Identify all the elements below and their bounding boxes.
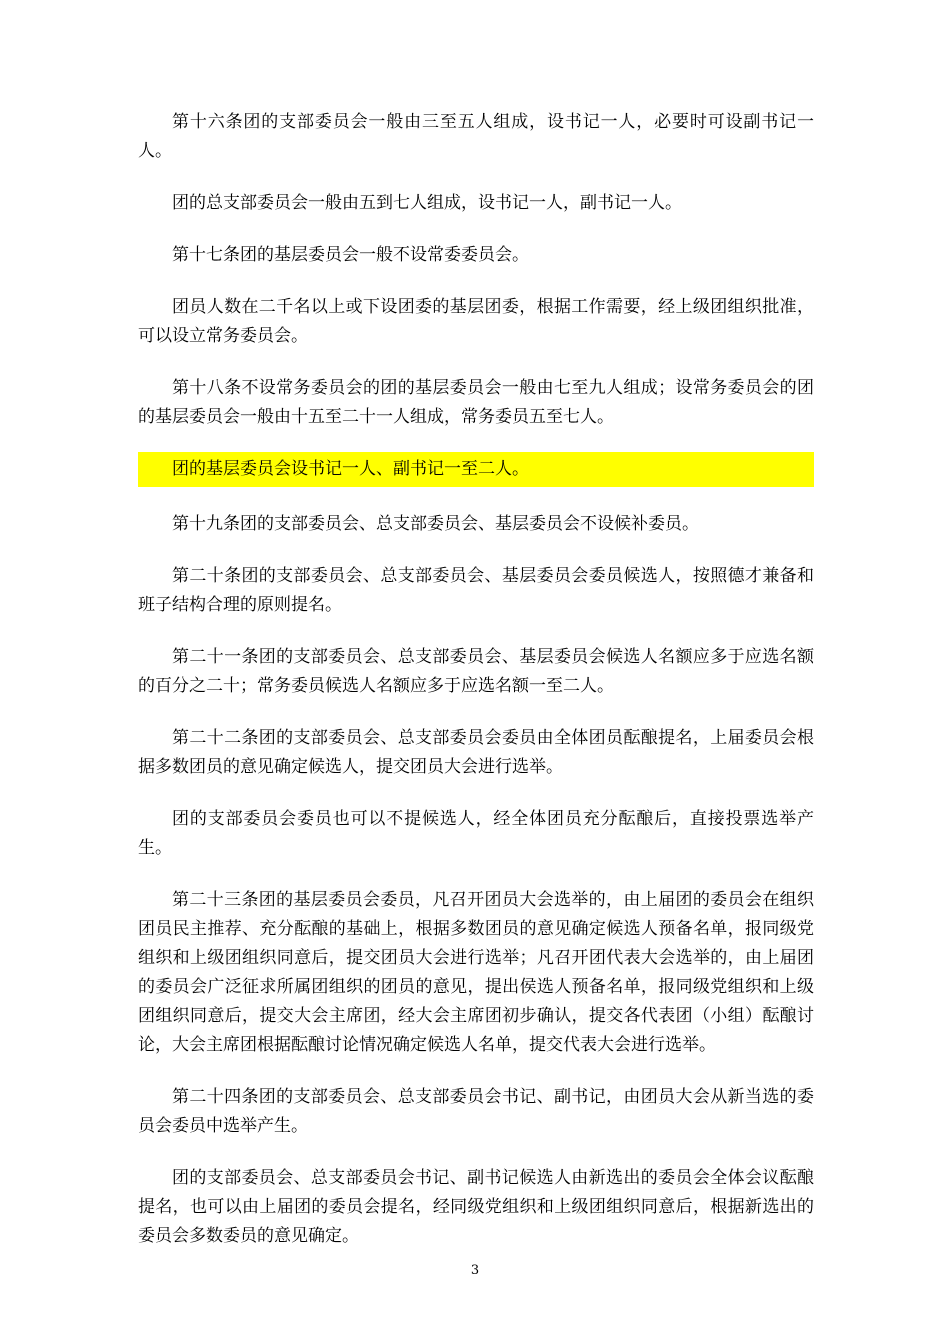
paragraph: 第二十条团的支部委员会、总支部委员会、基层委员会委员候选人，按照德才兼备和班子结构合理的原则提名。 — [138, 566, 814, 615]
paragraph: 第十八条不设常务委员会的团的基层委员会一般由七至九人组成；设常务委员会的团的基层委员会一般由十五至二十一人组成，常务委员五至七人。 — [138, 378, 814, 427]
paragraph: 第二十三条团的基层委员会委员，凡召开团员大会选举的，由上届团的委员会在组织团员民主推荐、充分酝酿的基础上，根据多数团员的意见确定候选人预备名单，报同级党组织和上级团组织同意后，提交团员大会进行选举；凡召开团代表大会选举的，由上届团的委员会广泛征求所属团组织的团员的意见，提出侯选人预备名单，报同级党组织和上级团组织同意后，提交大会主席团，经大会主席团初步确认，提交各代表团（小组）酝酿讨论，大会主席团根据酝酿讨论情况确定候选人名单，提交代表大会进行选举。 — [138, 890, 814, 1055]
highlighted-paragraph: 团的基层委员会设书记一人、副书记一至二人。 — [138, 452, 814, 487]
paragraph: 第二十一条团的支部委员会、总支部委员会、基层委员会候选人名额应多于应选名额的百分之二十；常务委员候选人名额应多于应选名额一至二人。 — [138, 647, 814, 696]
paragraph: 团的总支部委员会一般由五到七人组成，设书记一人，副书记一人。 — [172, 193, 682, 213]
paragraph: 团的支部委员会、总支部委员会书记、副书记候选人由新选出的委员会全体会议酝酿提名，也可以由上届团的委员会提名，经同级党组织和上级团组织同意后，根据新选出的委员会多数委员的意见确定。 — [138, 1168, 814, 1246]
paragraph: 第二十二条团的支部委员会、总支部委员会委员由全体团员酝酿提名，上届委员会根据多数团员的意见确定候选人，提交团员大会进行选举。 — [138, 728, 814, 777]
paragraph: 团员人数在二千名以上或下设团委的基层团委，根据工作需要，经上级团组织批准，可以设立常务委员会。 — [138, 297, 814, 346]
document-body — [138, 108, 814, 1274]
paragraph: 第二十四条团的支部委员会、总支部委员会书记、副书记，由团员大会从新当选的委员会委员中选举产生。 — [138, 1087, 814, 1136]
page-number: 3 — [470, 1263, 480, 1278]
paragraph: 第十六条团的支部委员会一般由三至五人组成，设书记一人，必要时可设副书记一人。 — [138, 112, 814, 161]
paragraph: 第十九条团的支部委员会、总支部委员会、基层委员会不设候补委员。 — [172, 514, 699, 534]
paragraph: 团的支部委员会委员也可以不提候选人，经全体团员充分酝酿后，直接投票选举产生。 — [138, 809, 814, 858]
paragraph: 第十七条团的基层委员会一般不设常委委员会。 — [172, 245, 529, 265]
